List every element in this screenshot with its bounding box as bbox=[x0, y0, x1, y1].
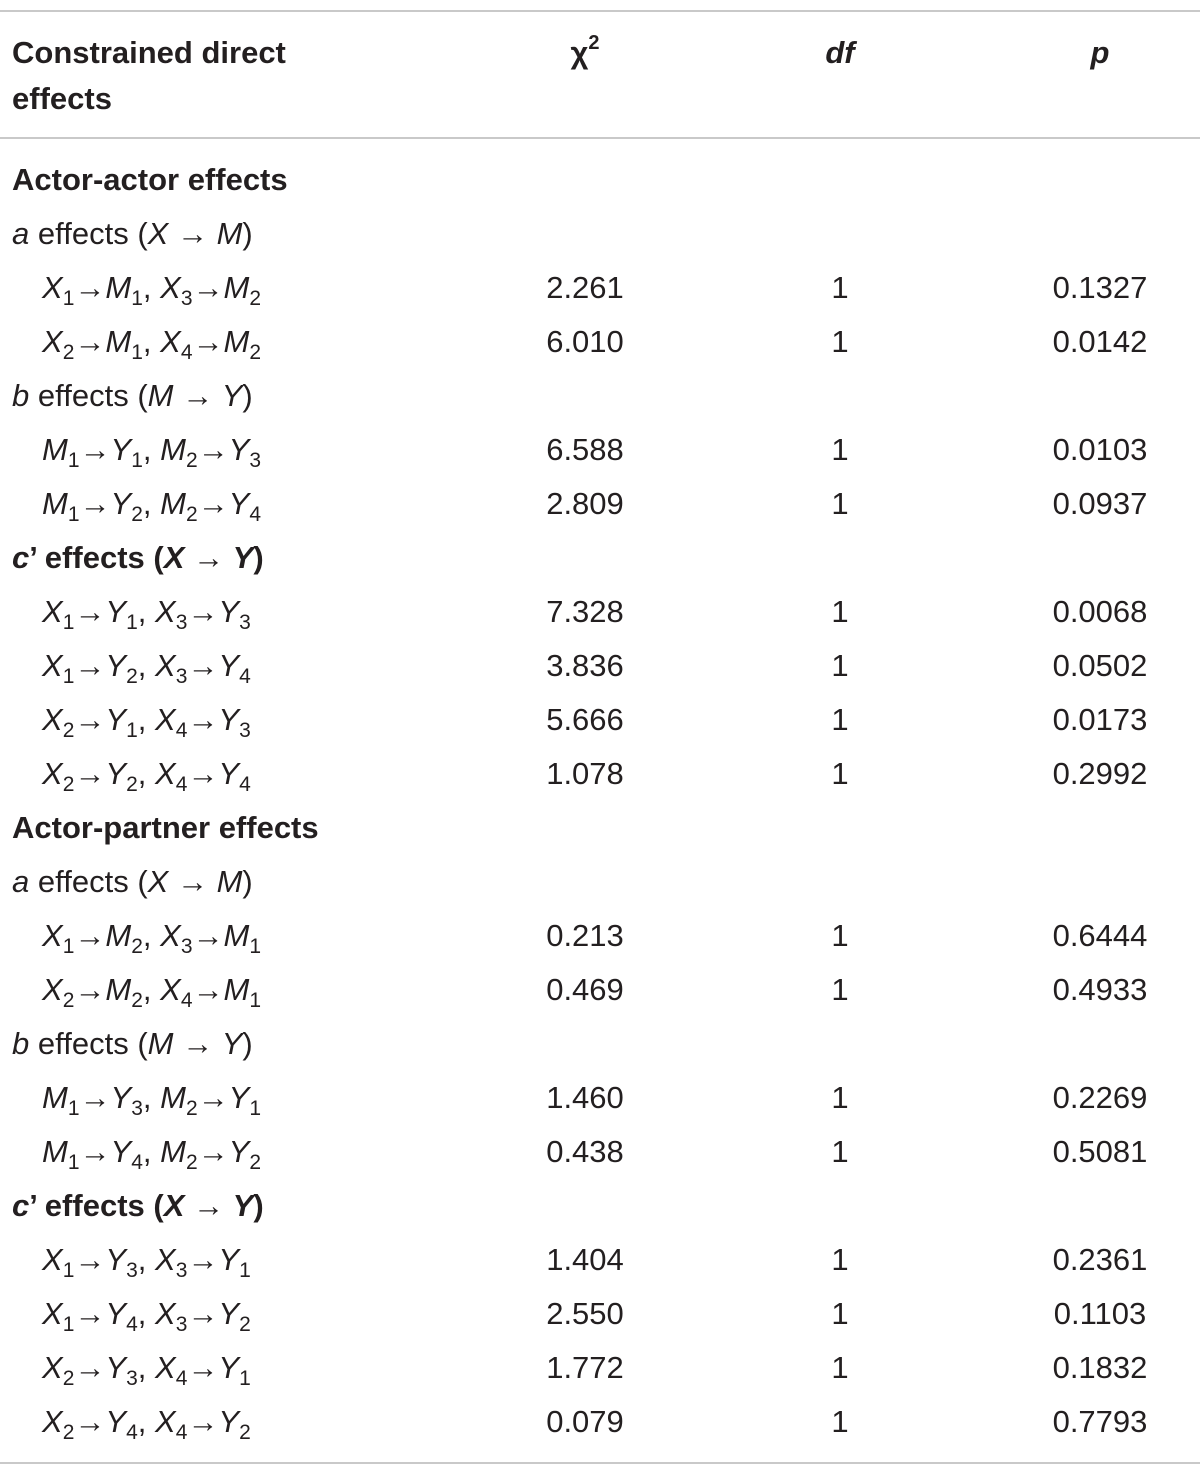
row-label: $X_2\to M_2$, $X_4\to M_1$ bbox=[42, 972, 262, 1012]
chi-square-value: 2.809 bbox=[546, 486, 624, 521]
table-row bbox=[0, 963, 1200, 1017]
table-row bbox=[0, 585, 1200, 639]
row-label: $M_1\to Y_1$, $M_2\to Y_3$ bbox=[42, 432, 262, 472]
row-label: $M_1\to Y_2$, $M_2\to Y_4$ bbox=[42, 486, 262, 526]
subsection-row bbox=[0, 1017, 1200, 1071]
row-label: $X_2\to Y_3$, $X_4\to Y_1$ bbox=[42, 1350, 251, 1390]
p-value: 0.2361 bbox=[1052, 1242, 1148, 1277]
row-label: $X_1\to M_1$, $X_3\to M_2$ bbox=[42, 270, 262, 310]
df-value: 1 bbox=[831, 270, 849, 305]
p-value: 0.7793 bbox=[1052, 1404, 1148, 1439]
row-label: $X_1\to M_2$, $X_3\to M_1$ bbox=[42, 918, 262, 958]
subsection-row bbox=[0, 1179, 1200, 1233]
table-row bbox=[0, 477, 1200, 531]
table-row bbox=[0, 639, 1200, 693]
chi-square-value: 1.078 bbox=[546, 756, 624, 791]
row-label: $M_1\to Y_3$, $M_2\to Y_1$ bbox=[42, 1080, 262, 1120]
chi-square-value: 1.772 bbox=[546, 1350, 624, 1385]
p-value: 0.2269 bbox=[1052, 1080, 1148, 1115]
table-row bbox=[0, 315, 1200, 369]
df-value: 1 bbox=[831, 1242, 849, 1277]
p-value: 0.6444 bbox=[1052, 918, 1148, 953]
chi-square-value: 0.438 bbox=[546, 1134, 624, 1169]
row-label: $M_1\to Y_4$, $M_2\to Y_2$ bbox=[42, 1134, 262, 1174]
bottom-rule bbox=[0, 1462, 1200, 1464]
df-value: 1 bbox=[831, 918, 849, 953]
section-heading-row bbox=[0, 801, 1200, 855]
p-value: 0.1103 bbox=[1053, 1296, 1147, 1331]
df-value: 1 bbox=[831, 1350, 849, 1385]
header-chi: χ bbox=[570, 35, 589, 70]
table-header bbox=[0, 30, 1200, 130]
chi-square-value: 0.079 bbox=[546, 1404, 624, 1439]
df-value: 1 bbox=[831, 594, 849, 629]
chi-square-value: 0.469 bbox=[546, 972, 624, 1007]
header-df: df bbox=[825, 35, 855, 70]
table-row bbox=[0, 693, 1200, 747]
table-row bbox=[0, 1341, 1200, 1395]
row-label: $X_1\to Y_4$, $X_3\to Y_2$ bbox=[42, 1296, 251, 1336]
table-body bbox=[0, 153, 1200, 1449]
chi-square-value: 2.261 bbox=[546, 270, 624, 305]
p-value: 0.5081 bbox=[1052, 1134, 1148, 1169]
table-row bbox=[0, 1287, 1200, 1341]
p-value: 0.1327 bbox=[1052, 270, 1148, 305]
chi-square-value: 1.460 bbox=[546, 1080, 624, 1115]
row-label: a effects (X → M) bbox=[12, 216, 253, 251]
p-value: 0.0142 bbox=[1052, 324, 1148, 359]
chi-square-value: 0.213 bbox=[546, 918, 624, 953]
df-value: 1 bbox=[831, 702, 849, 737]
subsection-row bbox=[0, 531, 1200, 585]
header-label: Constrained direct effects bbox=[12, 35, 286, 116]
table-row bbox=[0, 1071, 1200, 1125]
chi-square-value: 2.550 bbox=[546, 1296, 624, 1331]
df-value: 1 bbox=[831, 324, 849, 359]
df-value: 1 bbox=[831, 432, 849, 467]
p-value: 0.4933 bbox=[1052, 972, 1148, 1007]
p-value: 0.0502 bbox=[1052, 648, 1148, 683]
chi-square-value: 6.010 bbox=[546, 324, 624, 359]
p-value: 0.0937 bbox=[1052, 486, 1148, 521]
row-label: Actor-actor effects bbox=[12, 162, 288, 197]
table-row bbox=[0, 261, 1200, 315]
row-label: b effects (M → Y) bbox=[12, 1026, 253, 1061]
header-chi-square bbox=[490, 30, 680, 76]
table-row bbox=[0, 1125, 1200, 1179]
row-label: $X_1\to Y_3$, $X_3\to Y_1$ bbox=[42, 1242, 251, 1282]
table-row bbox=[0, 1233, 1200, 1287]
row-label: Actor-partner effects bbox=[12, 810, 319, 845]
subsection-row bbox=[0, 855, 1200, 909]
top-rule bbox=[0, 10, 1200, 12]
df-value: 1 bbox=[831, 648, 849, 683]
p-value: 0.2992 bbox=[1052, 756, 1148, 791]
row-label: c’ effects (X → Y) bbox=[12, 1188, 264, 1223]
header-p: p bbox=[1090, 35, 1110, 70]
row-label: c’ effects (X → Y) bbox=[12, 540, 264, 575]
table-row bbox=[0, 909, 1200, 963]
table-row bbox=[0, 423, 1200, 477]
df-value: 1 bbox=[831, 1296, 849, 1331]
row-label: $X_2\to M_1$, $X_4\to M_2$ bbox=[42, 324, 262, 364]
subsection-row bbox=[0, 369, 1200, 423]
chi-square-value: 6.588 bbox=[546, 432, 624, 467]
p-value: 0.0173 bbox=[1052, 702, 1148, 737]
p-value: 0.0103 bbox=[1052, 432, 1148, 467]
row-label: $X_2\to Y_1$, $X_4\to Y_3$ bbox=[42, 702, 251, 742]
section-heading-row bbox=[0, 153, 1200, 207]
df-value: 1 bbox=[831, 756, 849, 791]
df-value: 1 bbox=[831, 1404, 849, 1439]
subsection-row bbox=[0, 207, 1200, 261]
row-label: $X_1\to Y_2$, $X_3\to Y_4$ bbox=[42, 648, 251, 688]
header-rule bbox=[0, 137, 1200, 139]
row-label: $X_2\to Y_2$, $X_4\to Y_4$ bbox=[42, 756, 251, 796]
df-value: 1 bbox=[831, 972, 849, 1007]
row-label: a effects (X → M) bbox=[12, 864, 253, 899]
header-chi-sup: 2 bbox=[588, 32, 600, 54]
chi-square-value: 3.836 bbox=[546, 648, 624, 683]
chi-square-value: 1.404 bbox=[546, 1242, 624, 1277]
p-value: 0.0068 bbox=[1052, 594, 1148, 629]
p-value: 0.1832 bbox=[1052, 1350, 1148, 1385]
row-label: $X_2\to Y_4$, $X_4\to Y_2$ bbox=[42, 1404, 251, 1444]
row-label: b effects (M → Y) bbox=[12, 378, 253, 413]
chi-square-value: 5.666 bbox=[546, 702, 624, 737]
table-row bbox=[0, 1395, 1200, 1449]
df-value: 1 bbox=[831, 486, 849, 521]
table-row bbox=[0, 747, 1200, 801]
df-value: 1 bbox=[831, 1134, 849, 1169]
chi-square-value: 7.328 bbox=[546, 594, 624, 629]
row-label: $X_1\to Y_1$, $X_3\to Y_3$ bbox=[42, 594, 251, 634]
df-value: 1 bbox=[831, 1080, 849, 1115]
